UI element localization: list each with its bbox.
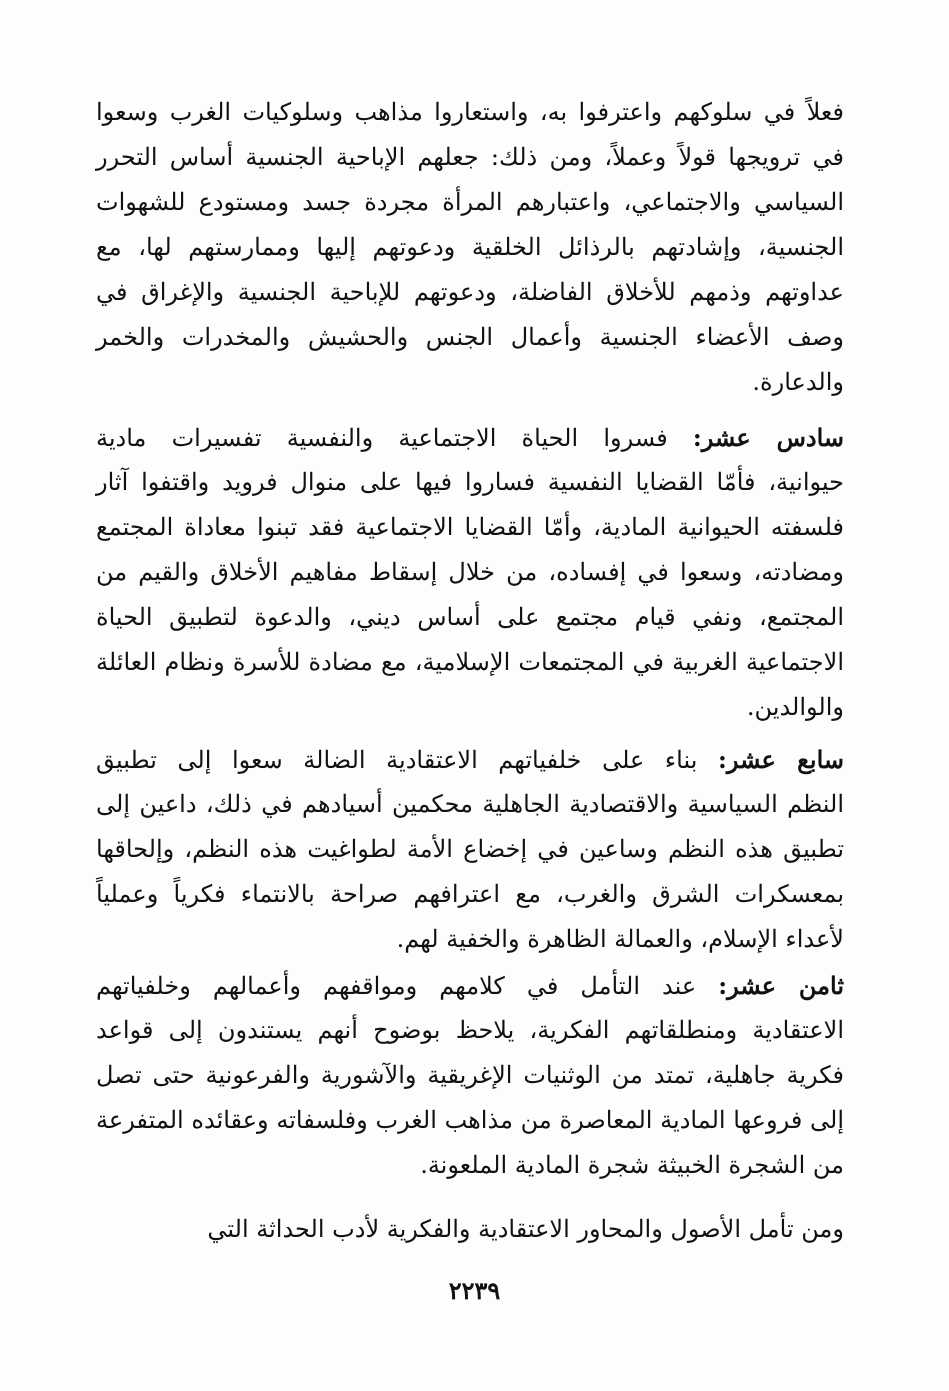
paragraph-heading: سابع عشر: <box>718 745 844 774</box>
paragraph-1 <box>96 90 844 405</box>
paragraph-sixteenth <box>96 415 844 730</box>
text-line: من الشجرة الخبيثة شجرة المادية الملعونة. <box>420 1151 844 1179</box>
text-line: السياسي والاجتماعي، واعتبارهم المرأة مجردة جسد ومستودع للشهوات <box>96 188 844 216</box>
text-line: الاعتقادية ومنطلقاتهم الفكرية، يلاحظ بوضوح أنهم يستندون إلى قواعد <box>96 1016 844 1044</box>
paragraph-seventeenth <box>96 737 844 962</box>
text-line: ومضادته، وسعوا في إفساده، من خلال إسقاط مفاهيم الأخلاق والقيم من <box>96 558 844 586</box>
text-line <box>96 415 844 460</box>
text-line: إلى فروعها المادية المعاصرة من مذاهب الغرب وفلسفاته وعقائده المتفرعة <box>96 1106 844 1134</box>
text-line: والدعارة. <box>752 368 844 396</box>
text-line: وصف الأعضاء الجنسية وأعمال الجنس والحشيش والمخدرات والخمر <box>96 323 844 351</box>
paragraph-eighteenth <box>96 963 844 1188</box>
text-line <box>96 963 844 1008</box>
text-line: فلسفته الحيوانية المادية، وأمّا القضايا الاجتماعية فقد تبنوا معاداة المجتمع <box>96 513 844 541</box>
text-line: فكرية جاهلية، تمتد من الوثنيات الإغريقية والآشورية والفرعونية حتى تصل <box>96 1061 844 1089</box>
text-line: تطبيق هذه النظم وساعين في إخضاع الأمة لطواغيت هذه النظم، وإلحاقها <box>96 835 844 863</box>
text-line-body: عند التأمل في كلامهم ومواقفهم وأعمالهم وخلفياتهم <box>96 972 697 1000</box>
paragraph-closing <box>96 1207 844 1252</box>
text-line: الجنسية، وإشادتهم بالرذائل الخلقية ودعوتهم إليها وممارستهم لها، مع <box>96 233 844 261</box>
text-line: المجتمع، ونفي قيام مجتمع على أساس ديني، والدعوة لتطبيق الحياة <box>96 603 844 631</box>
text-line: لأعداء الإسلام، والعمالة الظاهرة والخفية لهم. <box>396 925 844 953</box>
text-line: ومن تأمل الأصول والمحاور الاعتقادية والفكرية لأدب الحداثة التي <box>207 1215 844 1243</box>
text-line <box>96 737 844 782</box>
page-number: ٢٢٣٩ <box>448 1276 501 1305</box>
text-line: النظم السياسية والاقتصادية الجاهلية محكمين أسيادهم في ذلك، داعين إلى <box>96 790 844 818</box>
text-line: حيوانية، فأمّا القضايا النفسية فساروا فيها على منوال فرويد واقتفوا آثار <box>96 468 844 496</box>
text-line: والوالدين. <box>746 693 844 721</box>
text-line: بمعسكرات الشرق والغرب، مع اعترافهم صراحة بالانتماء فكرياً وعملياً <box>96 880 844 908</box>
paragraph-heading: سادس عشر: <box>692 423 845 452</box>
text-line-body: فسروا الحياة الاجتماعية والنفسية تفسيرات مادية <box>96 424 668 452</box>
text-line: فعلاً في سلوكهم واعترفوا به، واستعاروا مذاهب وسلوكيات الغرب وسعوا <box>96 98 844 126</box>
text-line: في ترويجها قولاً وعملاً، ومن ذلك: جعلهم الإباحية الجنسية أساس التحرر <box>96 143 844 171</box>
text-line: الاجتماعية الغربية في المجتمعات الإسلامية، مع مضادة للأسرة ونظام العائلة <box>96 648 844 676</box>
text-line-body: بناء على خلفياتهم الاعتقادية الضالة سعوا إلى تطبيق <box>96 746 698 774</box>
text-line: عداوتهم وذمهم للأخلاق الفاضلة، ودعوتهم للإباحية الجنسية والإغراق في <box>96 278 844 306</box>
paragraph-heading: ثامن عشر: <box>718 971 844 1000</box>
